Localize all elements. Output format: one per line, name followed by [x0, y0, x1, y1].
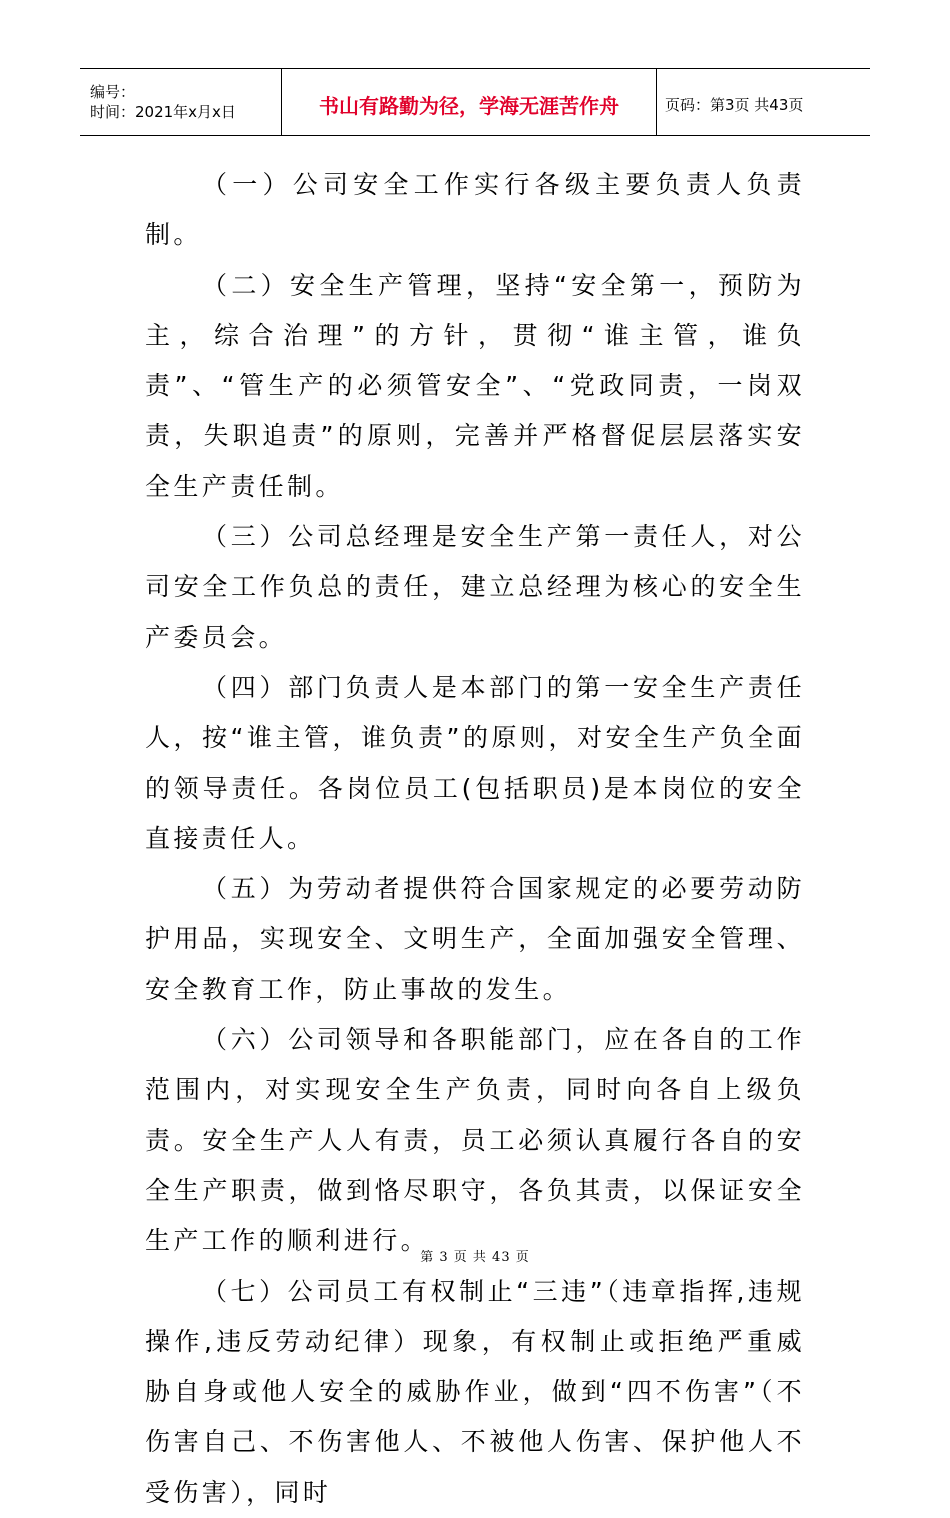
header-meta [80, 69, 281, 135]
page-footer: 第 3 页 共 43 页 [420, 1250, 530, 1265]
paragraph-5: （五）为劳动者提供符合国家规定的必要劳动防护用品，实现安全、文明生产，全面加强安全管理、安全教育工作，防止事故的发生。 [145, 874, 805, 1004]
paragraph-3: （三）公司总经理是安全生产第一责任人，对公司安全工作负总的责任，建立总经理为核心的安全生产委员会。 [145, 522, 805, 652]
paragraph-2: （二）安全生产管理，坚持“安全第一，预防为主，综合治理”的方针，贯彻“谁主管，谁负责”、“管生产的必须管安全”、“党政同责，一岗双责，失职追责”的原则，完善并严格督促层层落实安全生产责任制。 [145, 270, 805, 501]
document-header [80, 68, 870, 136]
paragraph-1: （一）公司安全工作实行各级主要负责人负责制。 [145, 170, 805, 250]
paragraph-6: （六）公司领导和各职能部门，应在各自的工作范围内，对实现安全生产负责，同时向各自上级负责。安全生产人人有责，员工必须认真履行各自的安全生产职责，做到恪尽职守，各负其责，以保证安全生产工作的顺利进行。 [145, 1025, 805, 1256]
document-body [145, 160, 805, 1518]
document-time-label: 时间：2021年x月x日 [90, 103, 236, 121]
header-motto: 书山有路勤为径，学海无涯苦作舟 [281, 69, 657, 135]
header-page-info: 页码：第3页 共43页 [665, 95, 804, 114]
document-number-label: 编号： [90, 83, 136, 101]
paragraph-4: （四）部门负责人是本部门的第一安全生产责任人，按“谁主管，谁负责”的原则，对安全生产负全面的领导责任。各岗位员工(包括职员)是本岗位的安全直接责任人。 [145, 672, 805, 853]
paragraph-7: （七）公司员工有权制止“三违”（违章指挥,违规操作,违反劳动纪律）现象，有权制止或拒绝严重威胁自身或他人安全的威胁作业，做到“四不伤害”（不伤害自己、不伤害他人、不被他人伤害、保护他人不受伤害），同时 [145, 1276, 805, 1507]
